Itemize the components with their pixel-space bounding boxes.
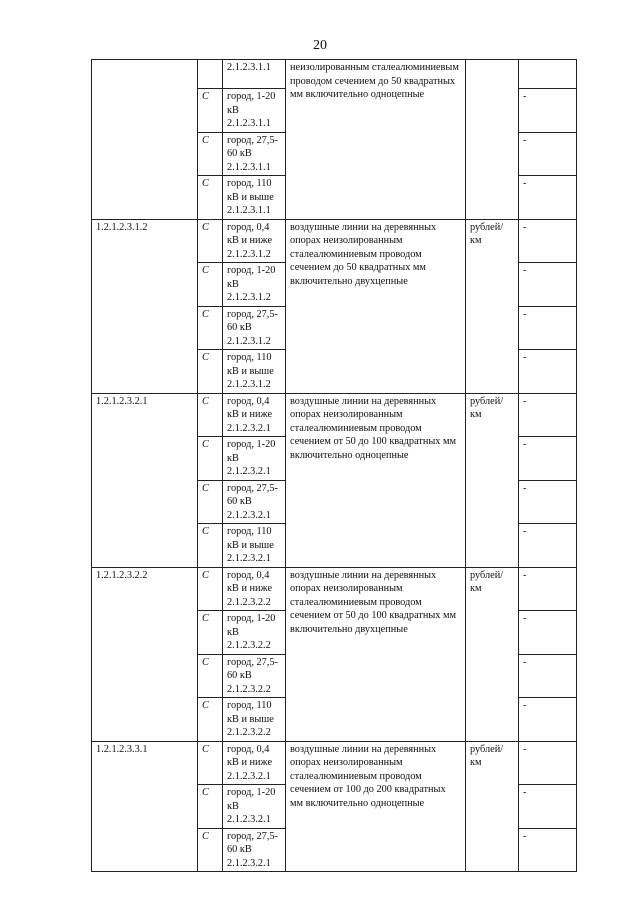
category-letter-cell: С (198, 437, 223, 481)
item-code-cell: 1.2.1.2.3.1.2 (92, 219, 198, 393)
value-cell: - (519, 89, 577, 133)
condition-cell: город, 1-20 кВ 2.1.2.3.2.1 (223, 437, 286, 481)
condition-cell: город, 1-20 кВ 2.1.2.3.2.1 (223, 785, 286, 829)
category-letter-cell: С (198, 524, 223, 568)
tariff-table-body (92, 60, 577, 872)
table-row (92, 393, 577, 437)
category-letter-cell: С (198, 698, 223, 742)
condition-cell: город, 1-20 кВ 2.1.2.3.1.2 (223, 263, 286, 307)
condition-cell: город, 27,5-60 кВ 2.1.2.3.1.2 (223, 306, 286, 350)
condition-cell: город, 110 кВ и выше 2.1.2.3.1.2 (223, 350, 286, 394)
description-cell: неизолированным сталеалюминиевым проводом сечением до 50 квадратных мм включительно одноцепные (286, 60, 466, 220)
category-letter-cell: С (198, 785, 223, 829)
category-letter-cell: С (198, 263, 223, 307)
unit-cell: рублей/км (466, 741, 519, 872)
category-letter-cell: С (198, 567, 223, 611)
category-letter-cell: С (198, 176, 223, 220)
unit-cell: рублей/км (466, 219, 519, 393)
unit-cell: рублей/км (466, 567, 519, 741)
value-cell (519, 60, 577, 89)
table-row (92, 60, 577, 89)
condition-cell: город, 27,5-60 кВ 2.1.2.3.2.2 (223, 654, 286, 698)
category-letter-cell: С (198, 393, 223, 437)
category-letter-cell: С (198, 611, 223, 655)
unit-cell (466, 60, 519, 220)
category-letter-cell: С (198, 132, 223, 176)
tariff-table (91, 59, 577, 872)
page-number: 20 (313, 38, 327, 53)
value-cell: - (519, 741, 577, 785)
value-cell: - (519, 219, 577, 263)
condition-cell: город, 0,4 кВ и ниже 2.1.2.3.2.1 (223, 393, 286, 437)
value-cell: - (519, 306, 577, 350)
category-letter-cell: С (198, 828, 223, 872)
condition-cell: город, 0,4 кВ и ниже 2.1.2.3.2.2 (223, 567, 286, 611)
value-cell: - (519, 567, 577, 611)
unit-cell: рублей/км (466, 393, 519, 567)
condition-cell: город, 110 кВ и выше 2.1.2.3.1.1 (223, 176, 286, 220)
value-cell: - (519, 480, 577, 524)
value-cell: - (519, 263, 577, 307)
condition-cell: город, 27,5-60 кВ 2.1.2.3.2.1 (223, 828, 286, 872)
table-row (92, 567, 577, 611)
condition-cell: город, 1-20 кВ 2.1.2.3.1.1 (223, 89, 286, 133)
condition-cell: город, 110 кВ и выше 2.1.2.3.2.1 (223, 524, 286, 568)
value-cell: - (519, 828, 577, 872)
condition-cell: город, 0,4 кВ и ниже 2.1.2.3.2.1 (223, 741, 286, 785)
value-cell: - (519, 785, 577, 829)
item-code-cell: 1.2.1.2.3.2.1 (92, 393, 198, 567)
value-cell: - (519, 350, 577, 394)
category-letter-cell: С (198, 219, 223, 263)
table-row (92, 741, 577, 785)
description-cell: воздушные линии на деревянных опорах неизолированным сталеалюминиевым проводом сечением от 100 до 200 квадратных мм включительно одноцепные (286, 741, 466, 872)
value-cell: - (519, 698, 577, 742)
value-cell: - (519, 393, 577, 437)
value-cell: - (519, 132, 577, 176)
value-cell: - (519, 437, 577, 481)
category-letter-cell: С (198, 306, 223, 350)
category-letter-cell: С (198, 89, 223, 133)
condition-cell: город, 27,5-60 кВ 2.1.2.3.2.1 (223, 480, 286, 524)
table-row (92, 219, 577, 263)
item-code-cell: 1.2.1.2.3.3.1 (92, 741, 198, 872)
value-cell: - (519, 654, 577, 698)
condition-cell: город, 27,5-60 кВ 2.1.2.3.1.1 (223, 132, 286, 176)
item-code-cell: 1.2.1.2.3.2.2 (92, 567, 198, 741)
description-cell: воздушные линии на деревянных опорах неизолированным сталеалюминиевым проводом сечением до 50 квадратных мм включительно двухцепные (286, 219, 466, 393)
category-letter-cell (198, 60, 223, 89)
condition-cell: город, 1-20 кВ 2.1.2.3.2.2 (223, 611, 286, 655)
category-letter-cell: С (198, 350, 223, 394)
category-letter-cell: С (198, 654, 223, 698)
value-cell: - (519, 176, 577, 220)
condition-cell: город, 110 кВ и выше 2.1.2.3.2.2 (223, 698, 286, 742)
value-cell: - (519, 524, 577, 568)
condition-cell: город, 0,4 кВ и ниже 2.1.2.3.1.2 (223, 219, 286, 263)
description-cell: воздушные линии на деревянных опорах неизолированным сталеалюминиевым проводом сечением от 50 до 100 квадратных мм включительно двухцепные (286, 567, 466, 741)
description-cell: воздушные линии на деревянных опорах неизолированным сталеалюминиевым проводом сечением от 50 до 100 квадратных мм включительно одноцепные (286, 393, 466, 567)
value-cell: - (519, 611, 577, 655)
condition-cell: 2.1.2.3.1.1 (223, 60, 286, 89)
category-letter-cell: С (198, 741, 223, 785)
item-code-cell (92, 60, 198, 220)
category-letter-cell: С (198, 480, 223, 524)
